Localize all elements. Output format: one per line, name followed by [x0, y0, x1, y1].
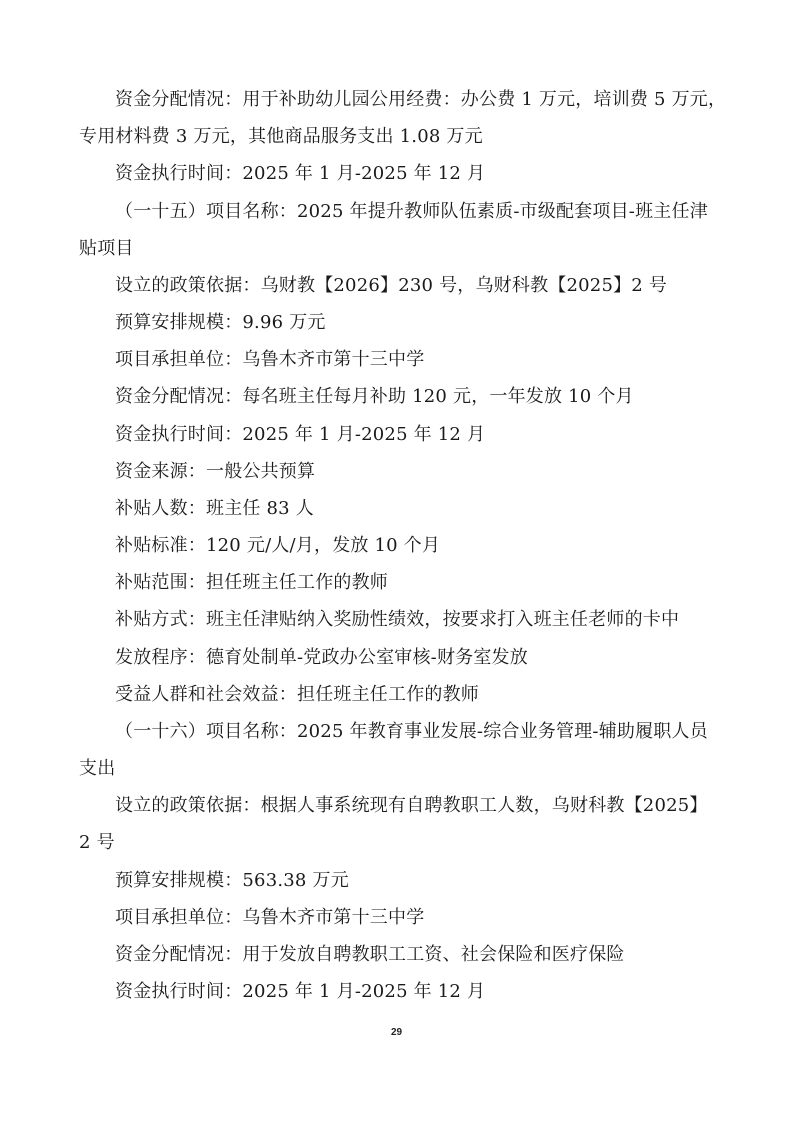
- heading-project-16: （一十六）项目名称：2025 年教育事业发展-综合业务管理-辅助履职人员: [115, 721, 708, 742]
- paragraph-subsidy-method: 补贴方式：班主任津贴纳入奖励性绩效，按要求打入班主任老师的卡中: [115, 609, 680, 630]
- paragraph-budget-scale-16: 预算安排规模：563.38 万元: [115, 870, 349, 891]
- heading-project-15: （一十五）项目名称：2025 年提升教师队伍素质-市级配套项目-班主任津: [115, 201, 708, 222]
- paragraph-undertaking-unit-15: 项目承担单位：乌鲁木齐市第十三中学: [115, 349, 425, 370]
- paragraph-subsidy-scope: 补贴范围：担任班主任工作的教师: [115, 572, 388, 593]
- paragraph-fund-allocation-15: 资金分配情况：每名班主任每月补助 120 元，一年发放 10 个月: [115, 386, 634, 407]
- paragraph-execution-time-16: 资金执行时间：2025 年 1 月-2025 年 12 月: [115, 981, 486, 1002]
- paragraph-budget-scale-15: 预算安排规模：9.96 万元: [115, 312, 326, 333]
- paragraph-policy-basis-15: 设立的政策依据：乌财教【2026】230 号，乌财科教【2025】2 号: [115, 275, 668, 296]
- paragraph-subsidy-standard: 补贴标准：120 元/人/月，发放 10 个月: [115, 535, 441, 556]
- paragraph-fund-allocation-kindergarten-cont: 专用材料费 3 万元，其他商品服务支出 1.08 万元: [79, 126, 483, 147]
- paragraph-distribution-procedure: 发放程序：德育处制单-党政办公室审核-财务室发放: [115, 647, 528, 668]
- paragraph-execution-time-1: 资金执行时间：2025 年 1 月-2025 年 12 月: [115, 163, 486, 184]
- paragraph-policy-basis-16-cont: 2 号: [79, 832, 115, 853]
- heading-project-16-cont: 支出: [79, 758, 116, 779]
- paragraph-undertaking-unit-16: 项目承担单位：乌鲁木齐市第十三中学: [115, 907, 425, 928]
- paragraph-beneficiaries: 受益人群和社会效益：担任班主任工作的教师: [115, 684, 479, 705]
- page-number: 29: [390, 1027, 403, 1038]
- paragraph-execution-time-15: 资金执行时间：2025 年 1 月-2025 年 12 月: [115, 424, 486, 445]
- paragraph-fund-source: 资金来源：一般公共预算: [115, 461, 316, 482]
- paragraph-fund-allocation-kindergarten: 资金分配情况：用于补助幼儿园公用经费：办公费 1 万元，培训费 5 万元，: [115, 89, 727, 110]
- heading-project-15-cont: 贴项目: [79, 238, 134, 259]
- paragraph-policy-basis-16: 设立的政策依据：根据人事系统现有自聘教职工人数，乌财科教【2025】: [115, 795, 708, 816]
- paragraph-subsidy-count: 补贴人数：班主任 83 人: [115, 498, 314, 519]
- paragraph-fund-allocation-16: 资金分配情况：用于发放自聘教职工工资、社会保险和医疗保险: [115, 944, 625, 965]
